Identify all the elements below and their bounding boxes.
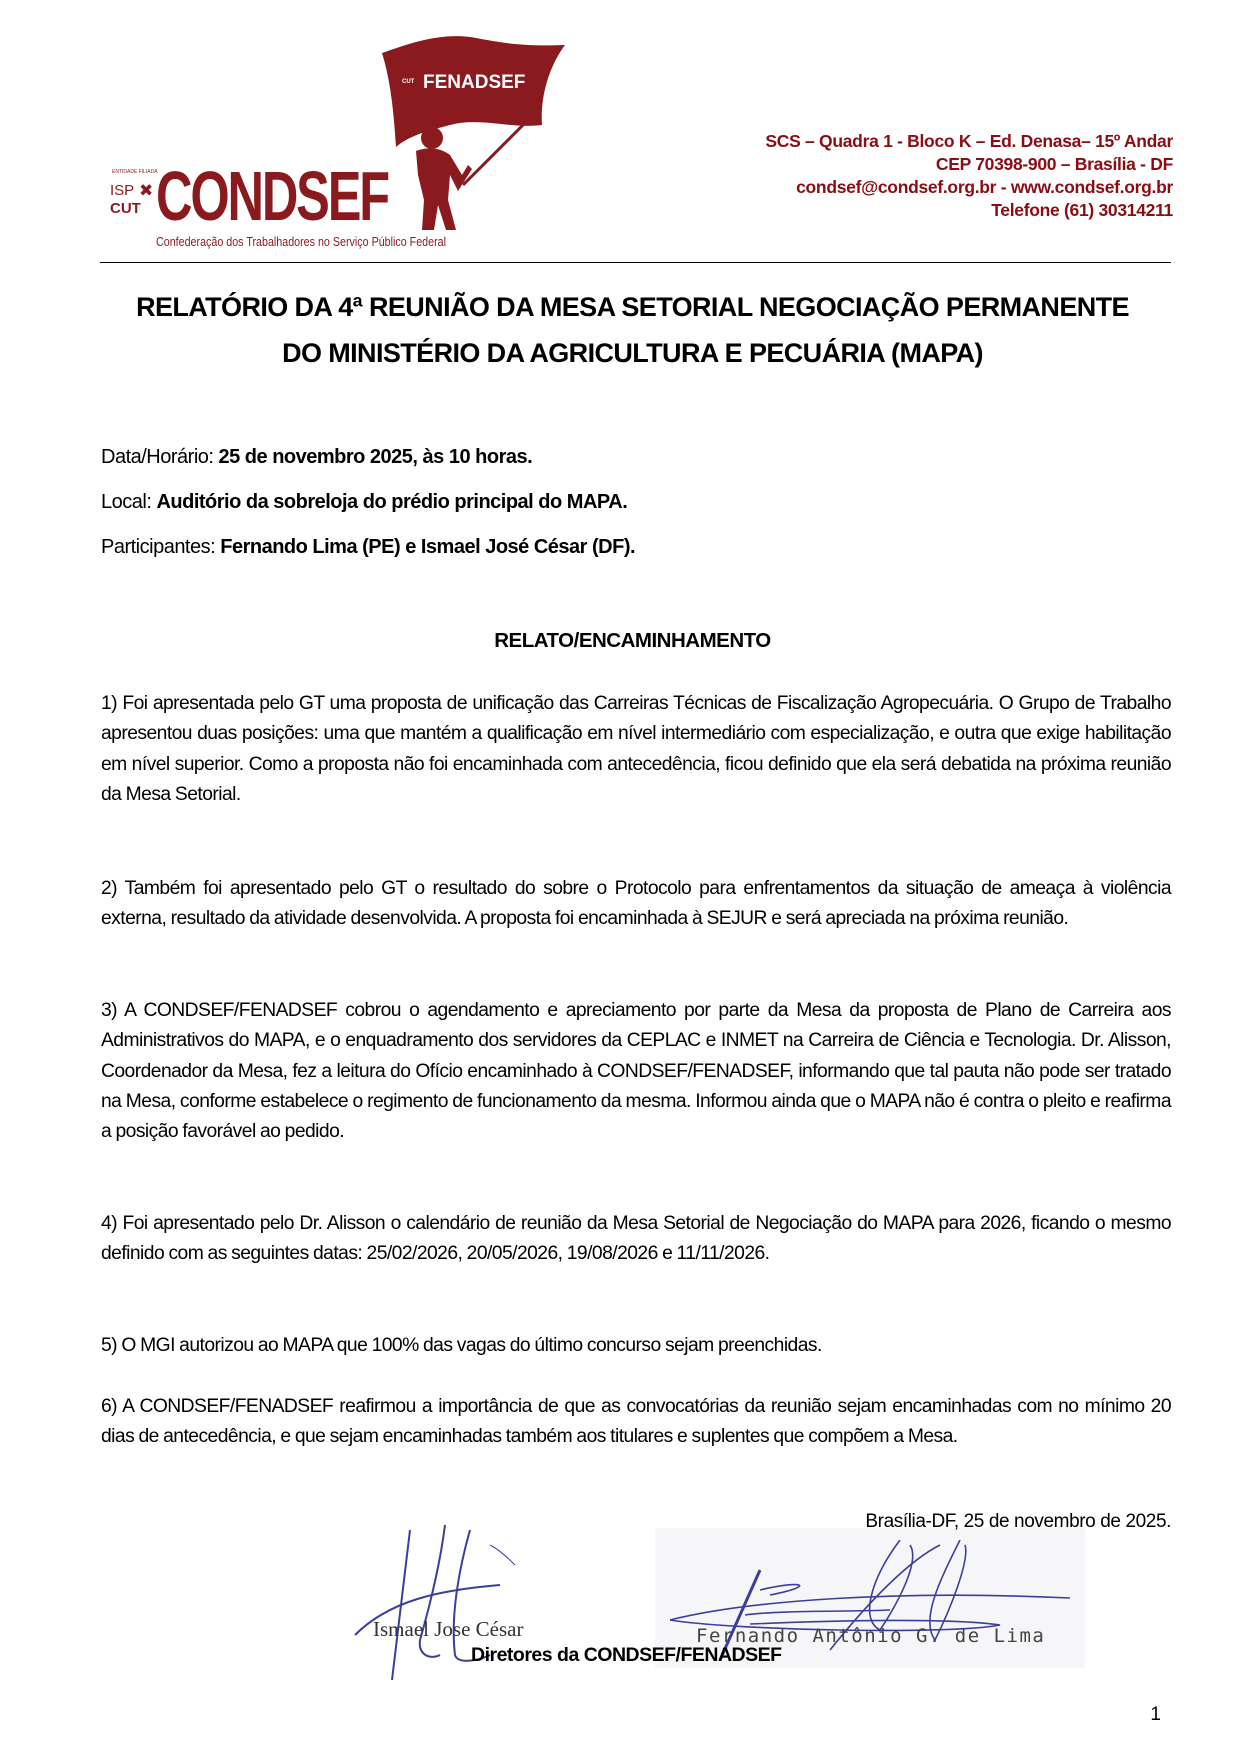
logo-tagline: Confederação dos Trabalhadores no Serviço Público Federal	[156, 235, 446, 249]
postal-code-line: CEP 70398-900 – Brasília - DF	[935, 154, 1173, 174]
person-silhouette	[416, 127, 472, 230]
section-heading: RELATO/ENCAMINHAMENTO	[494, 629, 771, 652]
isp-label: ISP	[110, 182, 135, 199]
signatory-name-ismael: Ismael Jose César	[373, 1617, 524, 1641]
isp-emblem-icon: ✖	[139, 181, 154, 201]
meta-participants-value: Fernando Lima (PE) e Ismael José César (DF).	[220, 536, 636, 558]
header-divider	[100, 262, 1171, 263]
meta-local-value: Auditório da sobreloja do prédio principal do MAPA.	[156, 491, 628, 513]
report-item-1: 1) Foi apresentada pelo GT uma proposta de unificação das Carreiras Técnicas de Fiscalização Agropecuária. O Grupo de Trabalho apresentou duas posições: uma que mantém a qualificação em nível intermediário com especialização, e outra que exige habilitação em nível superior. Como a proposta não foi encaminhada com antecedência, ficou definido que ela será debatida na próxima reunião da Mesa Setorial.	[101, 693, 1171, 805]
document-title-line-2: DO MINISTÉRIO DA AGRICULTURA E PECUÁRIA (MAPA)	[282, 338, 983, 368]
meta-date-time	[101, 446, 532, 469]
report-item-4: 4) Foi apresentado pelo Dr. Alisson o calendário de reunião da Mesa Setorial de Negociação do MAPA para 2026, ficando o mesmo definido com as seguintes datas: 25/02/2026, 20/05/2026, 19/08/2026 e 11/11/2026.	[101, 1213, 1171, 1265]
meta-participants	[101, 536, 635, 559]
meta-date-value: 25 de novembro 2025, às 10 horas.	[218, 446, 533, 468]
report-item-6: 6) A CONDSEF/FENADSEF reafirmou a importância de que as convocatórias da reunião sejam encaminhadas com no mínimo 20 dias de antecedência, e que sejam encaminhadas também aos titulares e suplentes que compõem a Mesa.	[101, 1396, 1171, 1448]
report-item-5: 5) O MGI autorizou ao MAPA que 100% das vagas do último concurso sejam preenchidas.	[101, 1335, 822, 1356]
flag-wordmark: FENADSEF	[423, 72, 526, 93]
signatory-name-fernando: Fernando Antônio G. de Lima	[696, 1625, 1046, 1647]
signatories-caption: Diretores da CONDSEF/FENADSEF	[471, 1644, 782, 1666]
meta-date-label: Data/Horário:	[101, 446, 219, 468]
document-title-line-1: RELATÓRIO DA 4ª REUNIÃO DA MESA SETORIAL NEGOCIAÇÃO PERMANENTE	[136, 292, 1129, 322]
meta-local-label: Local:	[101, 491, 157, 513]
place-and-date: Brasília-DF, 25 de novembro de 2025.	[865, 1511, 1171, 1532]
flag-affiliation: CUT	[402, 79, 415, 85]
report-item-2: 2) Também foi apresentado pelo GT o resultado do sobre o Protocolo para enfrentamentos da situação de ameaça à violência externa, resultado da atividade desenvolvida. A proposta foi encaminhada à SEJUR e será apreciada na próxima reunião.	[101, 878, 1171, 930]
address-line: SCS – Quadra 1 - Bloco K – Ed. Denasa– 15º Andar	[765, 131, 1173, 151]
meta-location	[101, 491, 627, 514]
condsef-wordmark: CONDSEF	[156, 157, 389, 235]
entidade-filiada-label: ENTIDADE FILIADA	[112, 169, 158, 175]
condsef-logo	[110, 25, 570, 255]
flag-pole	[463, 120, 528, 185]
report-item-3: 3) A CONDSEF/FENADSEF cobrou o agendamento e apreciamento por parte da Mesa da proposta de Plano de Carreira aos Administrativos do MAPA, e o enquadramento dos servidores da CEPLAC e INMET na Carreira de Ciência e Tecnologia. Dr. Alisson, Coordenador da Mesa, fez a leitura do Ofício encaminhado à CONDSEF/FENADSEF, informando que tal pauta não pode ser tratado na Mesa, conforme estabelece o regimento de funcionamento da mesma. Informou ainda que o MAPA não é contra o pleito e reafirma a posição favorável ao pedido.	[101, 1000, 1171, 1143]
meta-participants-label: Participantes:	[101, 536, 221, 558]
cut-label: CUT	[110, 200, 141, 217]
telephone-line: Telefone (61) 30314211	[991, 200, 1173, 220]
page-number: 1	[1150, 1704, 1161, 1725]
contact-email-website: condsef@condsef.org.br - www.condsef.org.br	[796, 177, 1173, 197]
